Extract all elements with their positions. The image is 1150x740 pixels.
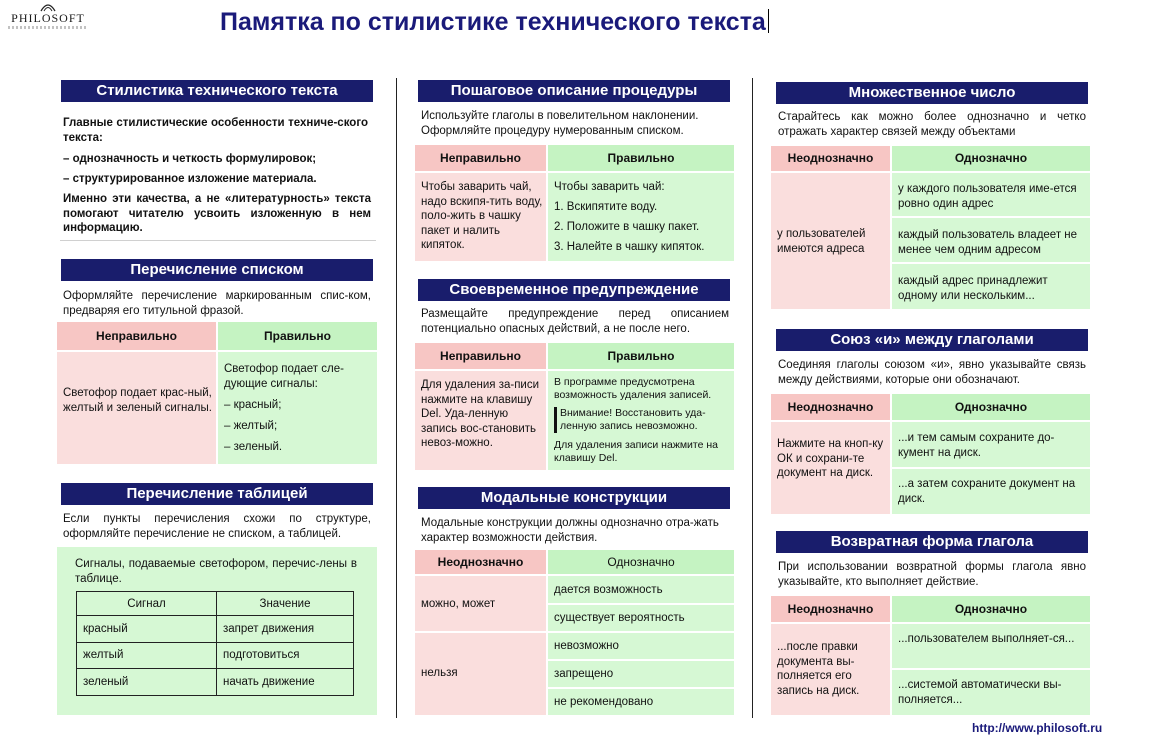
plural-unambiguous-text: каждый адрес принадлежит одному или нескольким... bbox=[898, 275, 1048, 302]
logo-text: PHILOSOFT bbox=[11, 11, 85, 25]
signal-table bbox=[76, 591, 354, 696]
section-header-stylistics: Стилистика технического текста bbox=[61, 80, 373, 102]
warning-right-p3: Для удаления записи нажмите на клавишу Del. bbox=[554, 439, 719, 464]
table-header-row bbox=[77, 592, 354, 616]
section-header-warning: Своевременное предупреждение bbox=[418, 279, 730, 301]
modal-ambiguous-text-2: нельзя bbox=[421, 667, 458, 679]
list-wrong-text: Светофор подает крас-ный, желтый и зеленый сигналы. bbox=[63, 387, 212, 414]
section-header-list: Перечисление списком bbox=[61, 259, 373, 281]
section-header-conjunction: Союз «и» между глаголами bbox=[776, 329, 1088, 351]
table-example-intro: Сигналы, подаваемые светофором, перечис-лены в таблице. bbox=[75, 558, 357, 585]
warning-right-p2: Внимание! Восстановить уда-ленную запись невозможно. bbox=[560, 407, 706, 432]
section-header-plural: Множественное число bbox=[776, 82, 1088, 104]
modal-ambiguous-text-1: можно, может bbox=[421, 598, 496, 610]
table-cell: желтый bbox=[77, 642, 217, 669]
list-wrong-label: Неправильно bbox=[57, 322, 216, 350]
logo-subline bbox=[8, 26, 88, 29]
modal-unambiguous-label: Однозначно bbox=[548, 550, 734, 574]
plural-unambiguous-text: у каждого пользователя име-ется ровно один адрес bbox=[898, 183, 1077, 210]
warning-right-p1: В программе предусмотрена возможность удаления записей. bbox=[554, 376, 712, 401]
stylistics-item-1: – однозначность и четкость формулировок; bbox=[63, 153, 317, 165]
procedure-right-label: Правильно bbox=[548, 145, 734, 171]
list-right-item-3: – зеленый. bbox=[224, 441, 283, 453]
conjunction-unambiguous-text: ...а затем сохраните документ на диск. bbox=[898, 478, 1076, 505]
conjunction-unambiguous-text: ...и тем самым сохраните до-кумент на диск. bbox=[898, 432, 1055, 459]
procedure-wrong-label: Неправильно bbox=[415, 145, 546, 171]
table-cell: красный bbox=[77, 616, 217, 643]
table-description: Если пункты перечисления схожи по структуре, оформляйте перечисление не списком, а таблицей. bbox=[63, 513, 371, 540]
column-divider-1 bbox=[396, 78, 397, 718]
plural-ambiguous-label: Неоднозначно bbox=[771, 146, 890, 171]
table-row bbox=[77, 642, 354, 669]
procedure-description: Используйте глаголы в повелительном наклонении. Оформляйте процедуру нумерованным списком. bbox=[421, 110, 699, 137]
footer-link[interactable]: http://www.philosoft.ru bbox=[972, 721, 1103, 735]
list-description: Оформляйте перечисление маркированным спис-ком, предваряя его титульной фразой. bbox=[63, 290, 371, 317]
plural-unambiguous-text: каждый пользователь владеет не менее чем одним адресом bbox=[898, 229, 1078, 256]
section-header-procedure: Пошаговое описание процедуры bbox=[418, 80, 730, 102]
reflexive-unambiguous-text: ...пользователем выполняет-ся... bbox=[898, 633, 1075, 645]
section-header-table: Перечисление таблицей bbox=[61, 483, 373, 505]
list-right-item-1: – красный; bbox=[224, 399, 282, 411]
list-right-item-2: – желтый; bbox=[224, 420, 278, 432]
warning-marker bbox=[554, 407, 557, 433]
modal-ambiguous-label: Неоднозначно bbox=[415, 550, 546, 574]
stylistics-item-2: – структурированное изложение материала. bbox=[63, 173, 317, 185]
procedure-step-2: 2. Положите в чашку пакет. bbox=[554, 221, 700, 233]
procedure-step-3: 3. Налейте в чашку кипяток. bbox=[554, 241, 705, 253]
section-header-modal: Модальные конструкции bbox=[418, 487, 730, 509]
column-divider-2 bbox=[752, 78, 753, 718]
warning-wrong-label: Неправильно bbox=[415, 343, 546, 369]
table-row bbox=[77, 616, 354, 643]
procedure-step-1: 1. Вскипятите воду. bbox=[554, 201, 658, 213]
conjunction-unambiguous-label: Однозначно bbox=[892, 394, 1090, 420]
reflexive-description: При использовании возвратной формы глагола явно указывайте, кто выполняет действие. bbox=[778, 561, 1086, 588]
modal-unambiguous-text: невозможно bbox=[554, 640, 619, 652]
table-cell: начать движение bbox=[217, 669, 354, 696]
reflexive-ambiguous-text: ...после правки документа вы-полняется его запись на диск. bbox=[777, 641, 860, 697]
modal-unambiguous-text: не рекомендовано bbox=[554, 696, 654, 708]
table-cell: зеленый bbox=[77, 669, 217, 696]
modal-unambiguous-text: запрещено bbox=[554, 668, 614, 680]
list-right-label: Правильно bbox=[218, 322, 377, 350]
philosoft-logo bbox=[2, 2, 94, 34]
procedure-wrong-text: Чтобы заварить чай, надо вскипя-тить воду, поло-жить в чашку пакет и налить кипяток. bbox=[421, 181, 543, 251]
procedure-right-intro: Чтобы заварить чай: bbox=[554, 181, 665, 193]
warning-wrong-text: Для удаления за-писи нажмите на клавишу Del. Уда-ленную запись вос-становить невоз-можно. bbox=[421, 379, 540, 449]
section-header-reflexive: Возвратная форма глагола bbox=[776, 531, 1088, 553]
modal-unambiguous-text: существует вероятность bbox=[554, 612, 685, 624]
modal-unambiguous-text: дается возможность bbox=[554, 584, 663, 596]
conjunction-description: Соединяя глаголы союзом «и», явно указывайте связь между действиями, которые они обозначают. bbox=[778, 359, 1086, 386]
stylistics-intro: Главные стилистические особенности техниче-ского текста: bbox=[63, 117, 368, 144]
stylistics-conclusion: Именно эти качества, а не «литературность» текста помогают читателю усвоить изложенную в нем информацию. bbox=[63, 193, 371, 234]
warning-right-label: Правильно bbox=[548, 343, 734, 369]
divider-line bbox=[60, 240, 376, 241]
page-title: Памятка по стилистике технического текста bbox=[220, 8, 769, 37]
reflexive-unambiguous-label: Однозначно bbox=[892, 596, 1090, 622]
table-cell: подготовиться bbox=[217, 642, 354, 669]
table-header-cell: Сигнал bbox=[77, 592, 217, 616]
list-right-intro: Светофор подает сле-дующие сигналы: bbox=[224, 363, 344, 390]
conjunction-ambiguous-text: Нажмите на кноп-ку ОК и сохрани-те документ на диск. bbox=[777, 438, 884, 479]
table-cell: запрет движения bbox=[217, 616, 354, 643]
table-row bbox=[77, 669, 354, 696]
plural-description: Старайтесь как можно более однозначно и четко отражать характер связей между объектами bbox=[778, 111, 1086, 138]
reflexive-unambiguous-text: ...системой автоматически вы-полняется... bbox=[898, 679, 1062, 706]
warning-description: Размещайте предупреждение перед описанием потенциально опасных действий, а не после него. bbox=[421, 308, 729, 335]
modal-description: Модальные конструкции должны однозначно отра-жать характер возможности действия. bbox=[421, 517, 719, 544]
plural-unambiguous-label: Однозначно bbox=[892, 146, 1090, 171]
conjunction-ambiguous-label: Неоднозначно bbox=[771, 394, 890, 420]
table-header-cell: Значение bbox=[217, 592, 354, 616]
reflexive-ambiguous-label: Неоднозначно bbox=[771, 596, 890, 622]
plural-ambiguous-text: у пользователей имеются адреса bbox=[777, 228, 866, 255]
